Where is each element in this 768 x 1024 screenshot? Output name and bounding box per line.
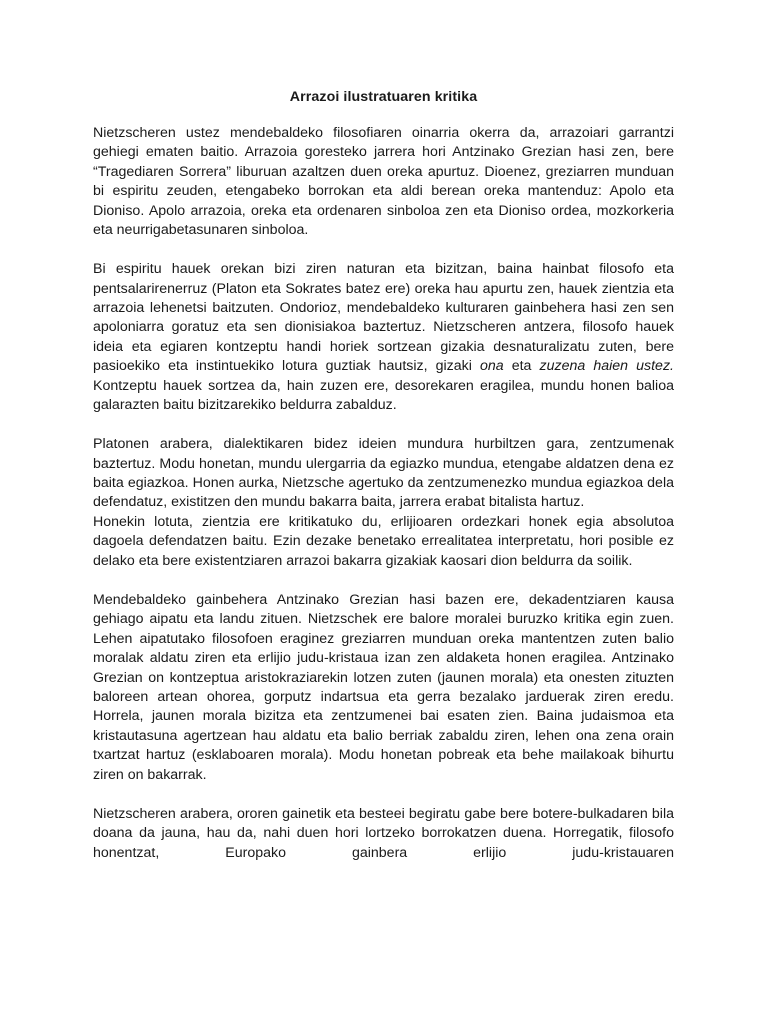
- paragraph-2-text-a: Bi espiritu hauek orekan bizi ziren naturan eta bizitzan, baina hainbat filosofo eta pentsalarirenerruz (Platon eta Sokrates batez ere) oreka hau apurtu zen, hauek zientzia eta arrazoia lehenetsi baitzuten. Ondorioz, mendebaldeko kulturaren gainbehera hasi zen sen apoloniarra goratuz eta sen dionisiakoa baztertuz. Nietzscheren antzera, filosofo hauek ideia eta egiaren kontzeptu handi horiek sortzean gizakia desnaturalizatu zuten, bere pasioekiko eta instintuekiko lotura guztiak hautsiz, gizaki: [93, 261, 674, 375]
- paragraph-6: Nietzscheren arabera, ororen gainetik eta besteei begiratu gabe bere botere-bulkadaren bila doana da jauna, hau da, nahi duen hori lortzeko borrokatzen duena. Horregatik, filosofo honentzat, Europako gainbera erlijio judu-kristauaren: [93, 805, 674, 861]
- paragraph-3: Platonen arabera, dialektikaren bidez ideien mundura hurbiltzen gara, zentzumenak baztertuz. Modu honetan, mundu ulergarria da egiazko mundua, etengabe aldatzen dena ez baita egiazkoa. Honen aurka, Nietzsche agertuko da zentzumenezko mundua egiazkoa dela defendatuz, existitzen den mundu bakarra baita, jarrera erabat bitalista hartuz.: [93, 436, 674, 511]
- document-title: Arrazoi ilustratuaren kritika: [289, 89, 478, 105]
- paragraph-gap: [93, 785, 674, 804]
- paragraph-2-text-b: eta: [503, 358, 540, 375]
- document-page: [93, 88, 674, 863]
- paragraph-gap: [93, 416, 674, 435]
- paragraph-1: Nietzscheren ustez mendebaldeko filosofiaren oinarria okerra da, arrazoiari garrantzi gehiegi ematen baitio. Arrazoia goresteko jarrera hori Antzinako Grezian hasi zen, bere “Tragediaren Sorrera” liburuan azaltzen duen oreka apurtuz. Dioenez, greziarren munduan bi espiritu zeuden, etengabeko borrokan eta aldi berean oreka mantenduz: Apolo eta Dioniso. Apolo arrazoia, oreka eta ordenaren sinboloa zen eta Dioniso ordea, mozkorkeria eta neurrigabetasunaren sinboloa.: [93, 125, 674, 239]
- paragraph-5: Mendebaldeko gainbehera Antzinako Grezian hasi bazen ere, dekadentziaren kausa gehiago aipatu eta landu zituen. Nietzschek ere balore moralei buruzko kritika egin zuen. Lehen aipatutako filosofoen eraginez greziarren munduan oreka mantentzen zuten balio moralak aldatu ziren eta erlijio judu-kristaua izan zen aldaketa honen eragilea. Antzinako Grezian on kontzeptua aristokraziarekin lotzen zuten (jaunen morala) eta onesten zituzten baloreen artean ohorea, gorputz indartsua eta gerra bezalako jarduerak ziren eredu. Horrela, jaunen morala bizitza eta zentzumenei bai esaten zien. Baina judaismoa eta kristautasuna agertzean hau aldatu eta balio berriak zabaldu ziren, lehen ona zena orain txartzat hartuz (esklaboaren morala). Modu honetan pobreak eta behe mailakoak bihurtu ziren on bakarrak.: [93, 591, 674, 783]
- paragraph-2-text-c: Kontzeptu hauek sortzea da, hain zuzen ere, desorekaren eragilea, mundu honen balioa galarazten baitu bizitzarekiko beldurra zabalduz.: [93, 377, 674, 414]
- paragraph-gap: [93, 571, 674, 590]
- paragraph-2: [93, 260, 674, 416]
- paragraph-gap: [93, 241, 674, 260]
- paragraph-4: Honekin lotuta, zientzia ere kritikatuko du, erlijioaren ordezkari honek egia absolutoa dagoela defendatzen baitu. Ezin dezake benetako errealitatea interpretatu, hori posible ez delako eta bere existentziaren arrazoi bakarra gizakiak kaosari dion beldurra da soilik.: [93, 513, 674, 569]
- paragraph-2-italic-a: ona: [479, 358, 504, 375]
- paragraph-2-italic-b: zuzena haien ustez.: [539, 358, 674, 375]
